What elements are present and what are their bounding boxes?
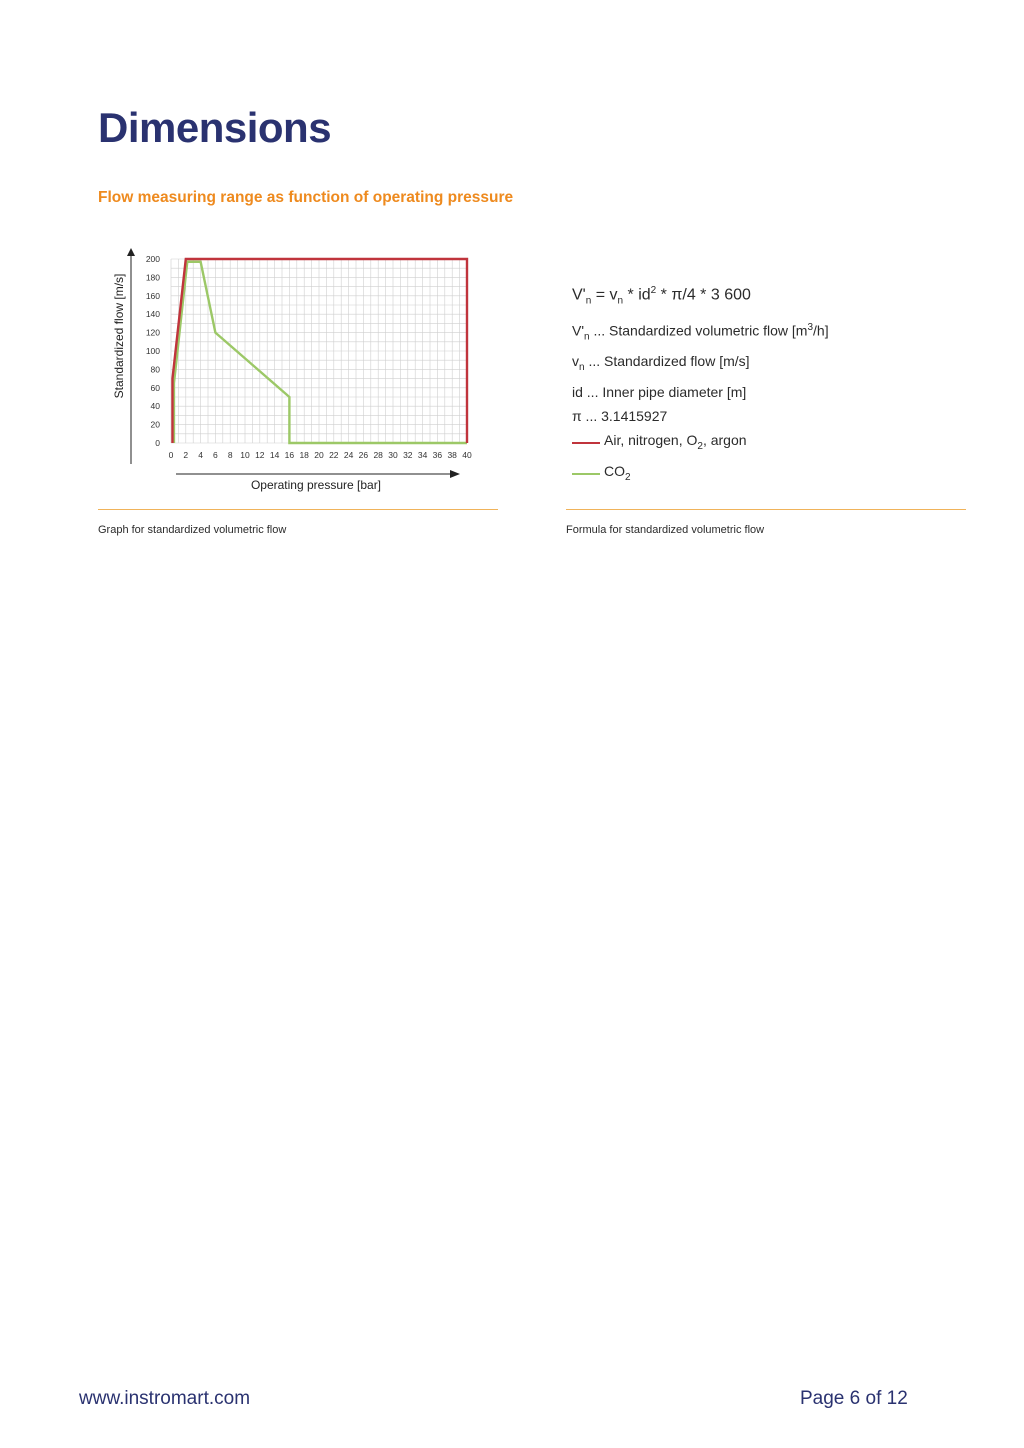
legend-label-air: Air, nitrogen, $O_2$, argon — [604, 431, 747, 452]
x-axis-arrowhead — [450, 470, 460, 478]
section-subtitle: Flow measuring range as function of operating pressure — [98, 189, 514, 206]
x-tick-label: 8 — [227, 450, 233, 460]
legend-item-co2 — [572, 459, 829, 490]
x-tick-label: 24 — [343, 450, 354, 460]
footer-page-number: Page 6 of 12 — [800, 1388, 908, 1409]
y-tick-label: 200 — [145, 254, 160, 264]
x-tick-label: 4 — [198, 450, 203, 460]
x-tick-label: 2 — [183, 450, 189, 460]
formula-divider — [566, 509, 966, 510]
y-axis-label: Standardized flow [m/s] — [112, 273, 126, 399]
x-tick-label: 14 — [269, 450, 280, 460]
x-tick-label: 30 — [388, 450, 398, 460]
series-line-co2 — [174, 262, 467, 443]
y-tick-label: 180 — [145, 272, 160, 283]
graph-divider — [98, 509, 498, 510]
y-tick-label: 140 — [145, 309, 160, 320]
footer-website: www.instromart.com — [79, 1388, 251, 1409]
x-tick-label: 0 — [168, 450, 174, 460]
formula-block — [572, 279, 829, 489]
formula-caption: Formula for standardized volumetric flow — [566, 524, 765, 536]
graph-caption: Graph for standardized volumetric flow — [98, 524, 287, 536]
legend-swatch-air — [572, 442, 600, 444]
x-tick-label: 18 — [299, 450, 309, 460]
x-tick-label: 16 — [284, 450, 295, 460]
y-tick-label: 60 — [150, 382, 160, 393]
x-tick-label: 36 — [432, 450, 443, 460]
y-axis-arrowhead — [127, 248, 135, 256]
x-tick-label: 22 — [329, 450, 339, 460]
formula-line-inner-diameter: id ... Inner pipe diameter [m] — [572, 383, 747, 400]
formula-line-volumetric-flow: $V'_n$ ... Standardized volumetric flow $[m^3/h]$ — [572, 321, 829, 342]
x-tick-label: 12 — [255, 450, 265, 460]
page-title: Dimensions — [98, 104, 332, 151]
formula-main: $V'_n = v_n * id^2 * \pi/4 * 3$ 600 — [572, 285, 751, 307]
x-tick-label: 6 — [213, 450, 218, 460]
y-tick-label: 120 — [145, 327, 160, 338]
legend-item-air — [572, 428, 829, 459]
y-tick-label: 160 — [145, 290, 160, 301]
x-tick-label: 40 — [462, 450, 472, 460]
x-tick-label: 32 — [403, 450, 413, 460]
x-tick-label: 26 — [358, 450, 369, 460]
legend-label-co2: $CO_2$ — [604, 462, 631, 483]
y-tick-label: 40 — [150, 401, 160, 412]
y-tick-label: 0 — [155, 438, 160, 448]
y-tick-label: 100 — [145, 346, 160, 356]
formula-line-flow: $v_n$ ... Standardized flow [m/s] — [572, 352, 750, 373]
flow-chart — [98, 238, 498, 500]
x-tick-label: 28 — [373, 450, 383, 460]
y-tick-label: 80 — [150, 364, 160, 375]
flow-chart-svg — [98, 238, 498, 500]
formula-line-pi: π ... 3.1415927 — [572, 407, 668, 424]
x-tick-label: 38 — [447, 450, 457, 460]
x-tick-label: 34 — [417, 450, 428, 460]
y-tick-label: 20 — [150, 419, 160, 430]
x-tick-label: 10 — [240, 450, 250, 460]
x-tick-label: 20 — [314, 450, 324, 460]
x-axis-label: Operating pressure [bar] — [250, 478, 382, 492]
legend-swatch-co2 — [572, 473, 600, 475]
